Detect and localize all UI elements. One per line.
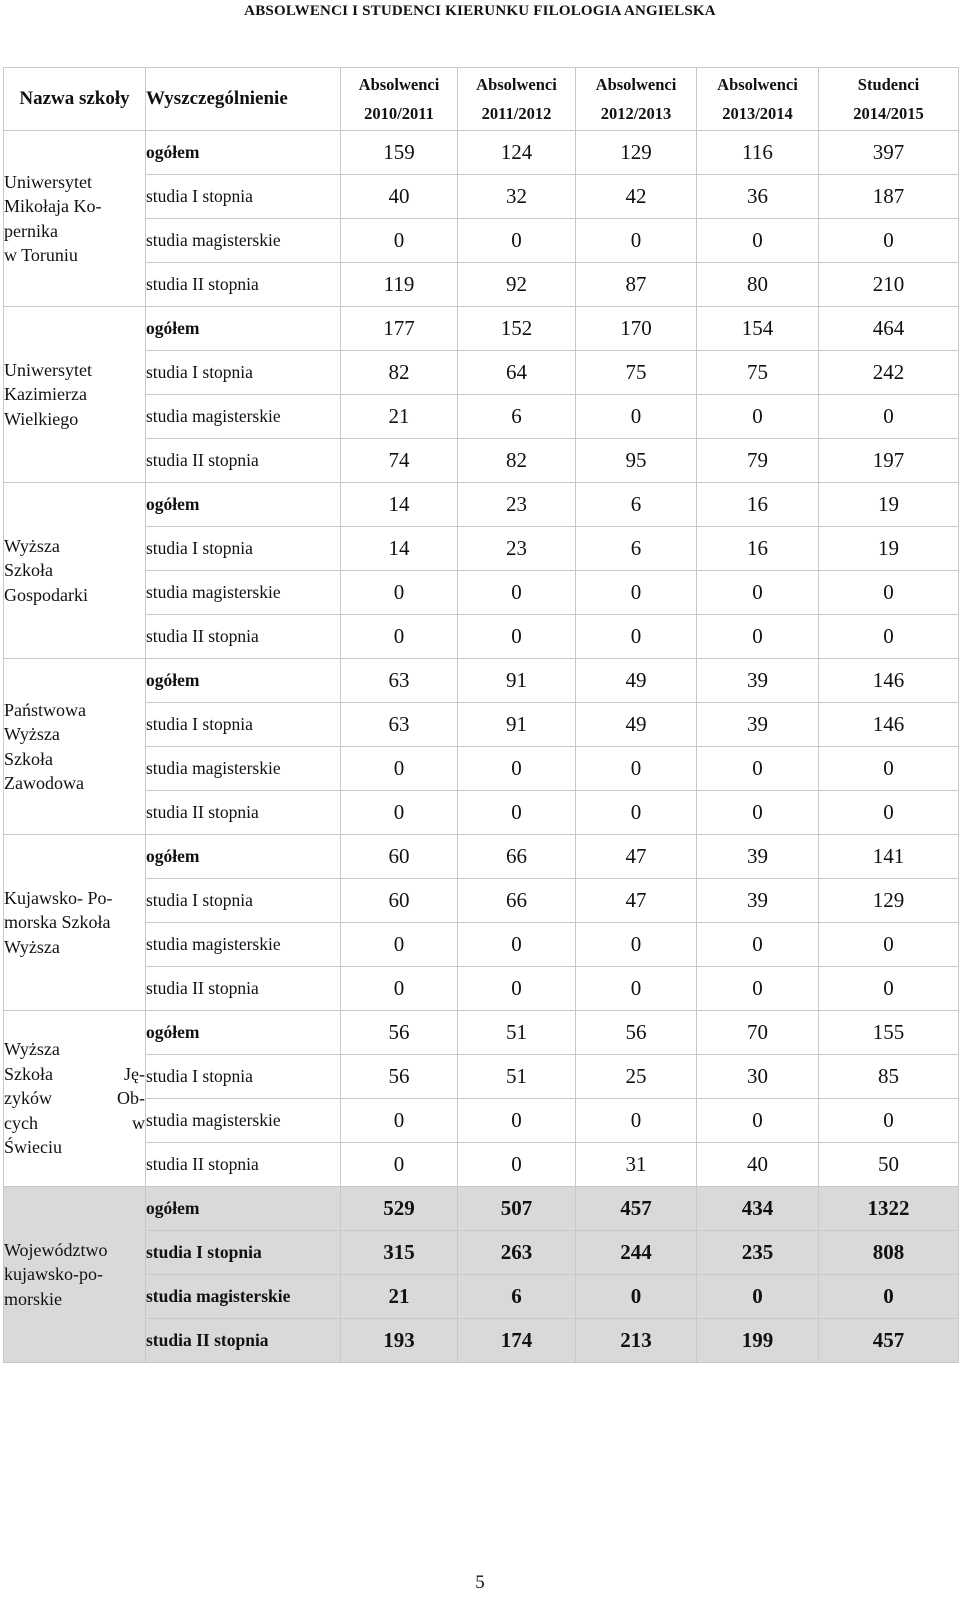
- value-cell: 42: [576, 175, 697, 219]
- value-cell: 0: [697, 571, 819, 615]
- value-cell: 116: [697, 131, 819, 175]
- column-header-spec: Wyszczególnienie: [146, 68, 341, 131]
- school-name-line: Zawodowa: [4, 773, 84, 793]
- value-cell: 0: [576, 571, 697, 615]
- school-name-line: Kazimierza: [4, 384, 87, 405]
- value-cell: 152: [458, 307, 576, 351]
- value-cell: 49: [576, 659, 697, 703]
- value-cell: 74: [341, 439, 458, 483]
- value-cell: 56: [576, 1011, 697, 1055]
- column-header-year: Studenci 2014/2015: [819, 68, 959, 131]
- row-label: studia magisterskie: [146, 923, 341, 967]
- school-name-line: pernika: [4, 220, 58, 241]
- value-cell: 129: [576, 131, 697, 175]
- value-cell: 21: [341, 395, 458, 439]
- value-cell: 56: [341, 1055, 458, 1099]
- value-cell: 0: [341, 791, 458, 835]
- table-row: [4, 219, 959, 263]
- school-name-line: Wielkiego: [4, 408, 79, 429]
- table-row: [4, 1231, 959, 1275]
- table-row: [4, 703, 959, 747]
- value-cell: 91: [458, 703, 576, 747]
- table-row: [4, 1011, 959, 1055]
- row-label: studia II stopnia: [146, 263, 341, 307]
- school-name-line: Szkoła: [4, 748, 53, 769]
- row-label: ogółem: [146, 483, 341, 527]
- value-cell: 39: [697, 879, 819, 923]
- value-cell: 6: [458, 1275, 576, 1319]
- row-label: studia magisterskie: [146, 219, 341, 263]
- value-cell: 0: [458, 219, 576, 263]
- row-label: studia II stopnia: [146, 439, 341, 483]
- row-label: ogółem: [146, 835, 341, 879]
- row-label: studia I stopnia: [146, 527, 341, 571]
- school-name-line: Szkoła: [4, 560, 53, 581]
- value-cell: 80: [697, 263, 819, 307]
- value-cell: 82: [458, 439, 576, 483]
- value-cell: 0: [819, 1099, 959, 1143]
- value-cell: 0: [576, 395, 697, 439]
- value-cell: 235: [697, 1231, 819, 1275]
- row-label: studia magisterskie: [146, 747, 341, 791]
- row-label: ogółem: [146, 659, 341, 703]
- value-cell: 0: [819, 1275, 959, 1319]
- value-cell: 154: [697, 307, 819, 351]
- row-label: ogółem: [146, 307, 341, 351]
- value-cell: 0: [341, 1143, 458, 1187]
- value-cell: 170: [576, 307, 697, 351]
- row-label: studia I stopnia: [146, 1231, 341, 1275]
- table-row: [4, 1187, 959, 1231]
- value-cell: 457: [819, 1319, 959, 1363]
- value-cell: 457: [576, 1187, 697, 1231]
- school-name-line: Uniwersytet: [4, 359, 92, 380]
- value-cell: 507: [458, 1187, 576, 1231]
- table-row: [4, 439, 959, 483]
- value-cell: 0: [458, 791, 576, 835]
- value-cell: 0: [341, 923, 458, 967]
- value-cell: 50: [819, 1143, 959, 1187]
- row-label: ogółem: [146, 1187, 341, 1231]
- value-cell: 39: [697, 659, 819, 703]
- value-cell: 197: [819, 439, 959, 483]
- table-row: [4, 1319, 959, 1363]
- value-cell: 16: [697, 527, 819, 571]
- value-cell: 0: [341, 747, 458, 791]
- value-cell: 210: [819, 263, 959, 307]
- table-row: [4, 351, 959, 395]
- school-name: [4, 1011, 146, 1187]
- value-cell: 91: [458, 659, 576, 703]
- value-cell: 0: [697, 1099, 819, 1143]
- value-cell: 79: [697, 439, 819, 483]
- value-cell: 82: [341, 351, 458, 395]
- value-cell: 23: [458, 527, 576, 571]
- value-cell: 244: [576, 1231, 697, 1275]
- value-cell: 0: [576, 219, 697, 263]
- value-cell: 56: [341, 1011, 458, 1055]
- table-row: [4, 835, 959, 879]
- value-cell: 16: [697, 483, 819, 527]
- table-row: [4, 1099, 959, 1143]
- row-label: ogółem: [146, 131, 341, 175]
- page-number: 5: [475, 1572, 485, 1593]
- table-row: [4, 1055, 959, 1099]
- value-cell: 0: [576, 747, 697, 791]
- row-label: studia II stopnia: [146, 615, 341, 659]
- value-cell: 0: [819, 747, 959, 791]
- school-name-line: Wyższa: [4, 936, 60, 957]
- value-cell: 464: [819, 307, 959, 351]
- table-row: [4, 879, 959, 923]
- table-row: [4, 527, 959, 571]
- value-cell: 177: [341, 307, 458, 351]
- value-cell: 146: [819, 659, 959, 703]
- table-row: [4, 791, 959, 835]
- value-cell: 141: [819, 835, 959, 879]
- value-cell: 159: [341, 131, 458, 175]
- row-label: studia II stopnia: [146, 1319, 341, 1363]
- column-header-year: Absolwenci 2013/2014: [697, 68, 819, 131]
- value-cell: 124: [458, 131, 576, 175]
- value-cell: 397: [819, 131, 959, 175]
- value-cell: 155: [819, 1011, 959, 1055]
- value-cell: 25: [576, 1055, 697, 1099]
- value-cell: 47: [576, 835, 697, 879]
- value-cell: 60: [341, 835, 458, 879]
- value-cell: 0: [819, 571, 959, 615]
- table-row: [4, 175, 959, 219]
- value-cell: 40: [341, 175, 458, 219]
- column-header-year: Absolwenci 2010/2011: [341, 68, 458, 131]
- row-label: studia I stopnia: [146, 1055, 341, 1099]
- value-cell: 63: [341, 659, 458, 703]
- value-cell: 36: [697, 175, 819, 219]
- school-name: [4, 1187, 146, 1363]
- school-name-line: Świeciu: [4, 1137, 62, 1158]
- value-cell: 23: [458, 483, 576, 527]
- row-label: studia II stopnia: [146, 967, 341, 1011]
- value-cell: 193: [341, 1319, 458, 1363]
- value-cell: 75: [697, 351, 819, 395]
- value-cell: 0: [341, 1099, 458, 1143]
- value-cell: 529: [341, 1187, 458, 1231]
- value-cell: 6: [458, 395, 576, 439]
- value-cell: 0: [697, 219, 819, 263]
- value-cell: 0: [576, 923, 697, 967]
- school-name: [4, 131, 146, 307]
- column-header-year: Absolwenci 2011/2012: [458, 68, 576, 131]
- school-name-line: Wyższa: [4, 1039, 60, 1060]
- column-header-year: Absolwenci 2012/2013: [576, 68, 697, 131]
- value-cell: 87: [576, 263, 697, 307]
- value-cell: 808: [819, 1231, 959, 1275]
- table-row: [4, 131, 959, 175]
- table-row: [4, 483, 959, 527]
- table-row: [4, 263, 959, 307]
- table-row: [4, 615, 959, 659]
- row-label: studia I stopnia: [146, 703, 341, 747]
- value-cell: 51: [458, 1055, 576, 1099]
- school-name-line: Państwowa: [4, 699, 86, 720]
- value-cell: 174: [458, 1319, 576, 1363]
- table-row: [4, 967, 959, 1011]
- value-cell: 0: [819, 219, 959, 263]
- row-label: studia magisterskie: [146, 395, 341, 439]
- value-cell: 434: [697, 1187, 819, 1231]
- school-name-line: Województwo: [4, 1239, 108, 1260]
- school-name: [4, 835, 146, 1011]
- value-cell: 0: [458, 1143, 576, 1187]
- table-row: [4, 1275, 959, 1319]
- value-cell: 213: [576, 1319, 697, 1363]
- value-cell: 64: [458, 351, 576, 395]
- row-label: studia magisterskie: [146, 1275, 341, 1319]
- value-cell: 0: [576, 1275, 697, 1319]
- graduates-table: [3, 67, 959, 1363]
- table-body: [4, 131, 959, 1363]
- value-cell: 31: [576, 1143, 697, 1187]
- school-name-line: Uniwersytet: [4, 171, 92, 192]
- value-cell: 51: [458, 1011, 576, 1055]
- value-cell: 146: [819, 703, 959, 747]
- value-cell: 0: [819, 967, 959, 1011]
- value-cell: 0: [341, 615, 458, 659]
- header-row: [4, 68, 959, 131]
- value-cell: 0: [458, 747, 576, 791]
- value-cell: 0: [697, 747, 819, 791]
- value-cell: 95: [576, 439, 697, 483]
- table-row: [4, 659, 959, 703]
- value-cell: 6: [576, 527, 697, 571]
- school-name-line: w Toruniu: [4, 245, 78, 265]
- school-name-line: Mikołaja Ko-: [4, 196, 102, 216]
- value-cell: 0: [576, 1099, 697, 1143]
- column-header-school: Nazwa szkoły: [4, 68, 146, 131]
- school-name-line: morskie: [4, 1288, 62, 1309]
- value-cell: 0: [458, 615, 576, 659]
- school-name-line: zyków Ob-: [4, 1088, 145, 1109]
- table-row: [4, 923, 959, 967]
- value-cell: 1322: [819, 1187, 959, 1231]
- school-name-line: Kujawsko- Po-: [4, 887, 113, 908]
- value-cell: 0: [697, 615, 819, 659]
- school-name-line: morska Szkoła: [4, 912, 111, 933]
- value-cell: 40: [697, 1143, 819, 1187]
- value-cell: 21: [341, 1275, 458, 1319]
- value-cell: 0: [697, 1275, 819, 1319]
- value-cell: 75: [576, 351, 697, 395]
- school-name: [4, 483, 146, 659]
- value-cell: 129: [819, 879, 959, 923]
- row-label: studia magisterskie: [146, 1099, 341, 1143]
- value-cell: 0: [697, 791, 819, 835]
- value-cell: 0: [576, 791, 697, 835]
- value-cell: 92: [458, 263, 576, 307]
- row-label: studia I stopnia: [146, 351, 341, 395]
- value-cell: 0: [819, 395, 959, 439]
- row-label: studia magisterskie: [146, 571, 341, 615]
- value-cell: 0: [697, 967, 819, 1011]
- value-cell: 63: [341, 703, 458, 747]
- value-cell: 0: [341, 571, 458, 615]
- value-cell: 0: [697, 923, 819, 967]
- value-cell: 0: [819, 923, 959, 967]
- row-label: studia II stopnia: [146, 1143, 341, 1187]
- table-row: [4, 1143, 959, 1187]
- school-name-line: cych w: [4, 1112, 145, 1133]
- value-cell: 14: [341, 483, 458, 527]
- value-cell: 315: [341, 1231, 458, 1275]
- value-cell: 0: [458, 571, 576, 615]
- value-cell: 32: [458, 175, 576, 219]
- row-label: ogółem: [146, 1011, 341, 1055]
- value-cell: 39: [697, 835, 819, 879]
- value-cell: 70: [697, 1011, 819, 1055]
- school-name-line: Wyższa: [4, 535, 60, 556]
- value-cell: 0: [458, 967, 576, 1011]
- value-cell: 49: [576, 703, 697, 747]
- value-cell: 242: [819, 351, 959, 395]
- value-cell: 119: [341, 263, 458, 307]
- school-name-line: Gospodarki: [4, 584, 88, 605]
- school-name-line: Szkoła Ję-: [4, 1063, 145, 1084]
- value-cell: 263: [458, 1231, 576, 1275]
- value-cell: 187: [819, 175, 959, 219]
- page-title: ABSOLWENCI I STUDENCI KIERUNKU FILOLOGIA ANGIELSKA: [244, 3, 716, 19]
- value-cell: 39: [697, 703, 819, 747]
- row-label: studia I stopnia: [146, 879, 341, 923]
- value-cell: 0: [697, 395, 819, 439]
- school-name-line: Wyższa: [4, 724, 60, 744]
- value-cell: 0: [458, 1099, 576, 1143]
- row-label: studia I stopnia: [146, 175, 341, 219]
- value-cell: 14: [341, 527, 458, 571]
- value-cell: 0: [819, 791, 959, 835]
- value-cell: 66: [458, 835, 576, 879]
- value-cell: 199: [697, 1319, 819, 1363]
- value-cell: 0: [576, 615, 697, 659]
- table-row: [4, 307, 959, 351]
- value-cell: 6: [576, 483, 697, 527]
- value-cell: 66: [458, 879, 576, 923]
- school-name-line: kujawsko-po-: [4, 1264, 103, 1285]
- table-row: [4, 395, 959, 439]
- value-cell: 47: [576, 879, 697, 923]
- school-name: [4, 659, 146, 835]
- value-cell: 85: [819, 1055, 959, 1099]
- value-cell: 0: [341, 219, 458, 263]
- value-cell: 0: [819, 615, 959, 659]
- value-cell: 30: [697, 1055, 819, 1099]
- table-row: [4, 747, 959, 791]
- value-cell: 19: [819, 527, 959, 571]
- school-name: [4, 307, 146, 483]
- value-cell: 60: [341, 879, 458, 923]
- value-cell: 0: [576, 967, 697, 1011]
- value-cell: 0: [458, 923, 576, 967]
- value-cell: 0: [341, 967, 458, 1011]
- row-label: studia II stopnia: [146, 791, 341, 835]
- value-cell: 19: [819, 483, 959, 527]
- table-row: [4, 571, 959, 615]
